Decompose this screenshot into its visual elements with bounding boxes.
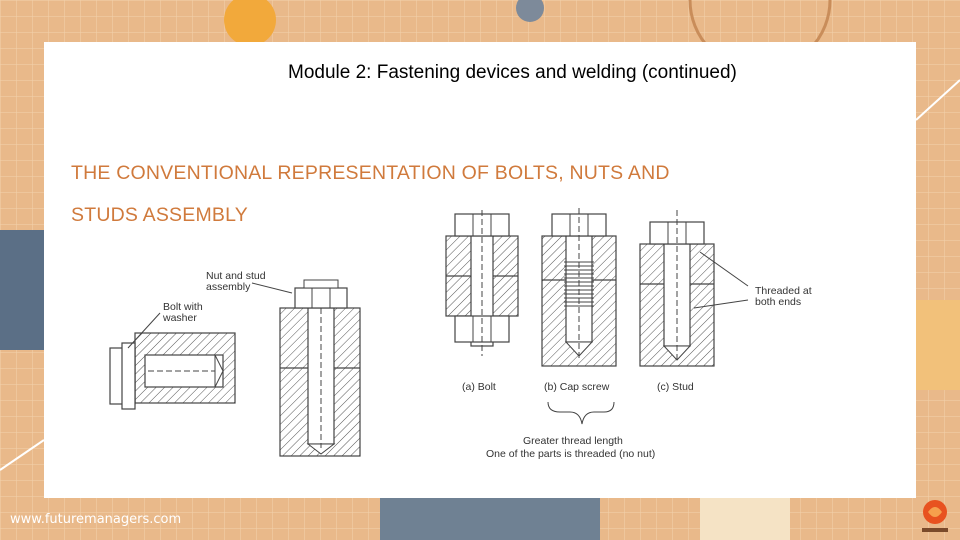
caption-bolt: (a) Bolt (462, 381, 496, 393)
brace (548, 402, 614, 424)
nut-stud-assembly (280, 280, 360, 456)
note-thread-length: Greater thread length (523, 435, 623, 447)
heading-line-1: THE CONVENTIONAL REPRESENTATION OF BOLTS, NUTS AND (71, 162, 670, 184)
cap-screw-figure (542, 208, 616, 366)
label-threaded-1: Threaded at (755, 285, 812, 297)
label-nut-stud-1: Nut and stud (206, 270, 266, 282)
bolt-figure (446, 210, 518, 356)
caption-cap-screw: (b) Cap screw (544, 381, 610, 393)
future-managers-logo-icon (918, 496, 952, 536)
footer-url: www.futuremanagers.com (10, 512, 182, 527)
module-title: Module 2: Fastening devices and welding (continued) (288, 62, 737, 83)
label-threaded-2: both ends (755, 296, 802, 308)
label-bolt-washer-2: washer (163, 312, 197, 324)
note-no-nut: One of the parts is threaded (no nut) (486, 448, 656, 460)
bolt-washer-assembly (110, 333, 235, 409)
heading-line-2: STUDS ASSEMBLY (71, 204, 248, 226)
label-bolt-washer-1: Bolt with (163, 301, 203, 313)
stud-figure (640, 210, 748, 366)
caption-stud: (c) Stud (657, 381, 694, 393)
leader-nut-stud (252, 283, 292, 293)
label-nut-stud-2: assembly (206, 281, 251, 293)
